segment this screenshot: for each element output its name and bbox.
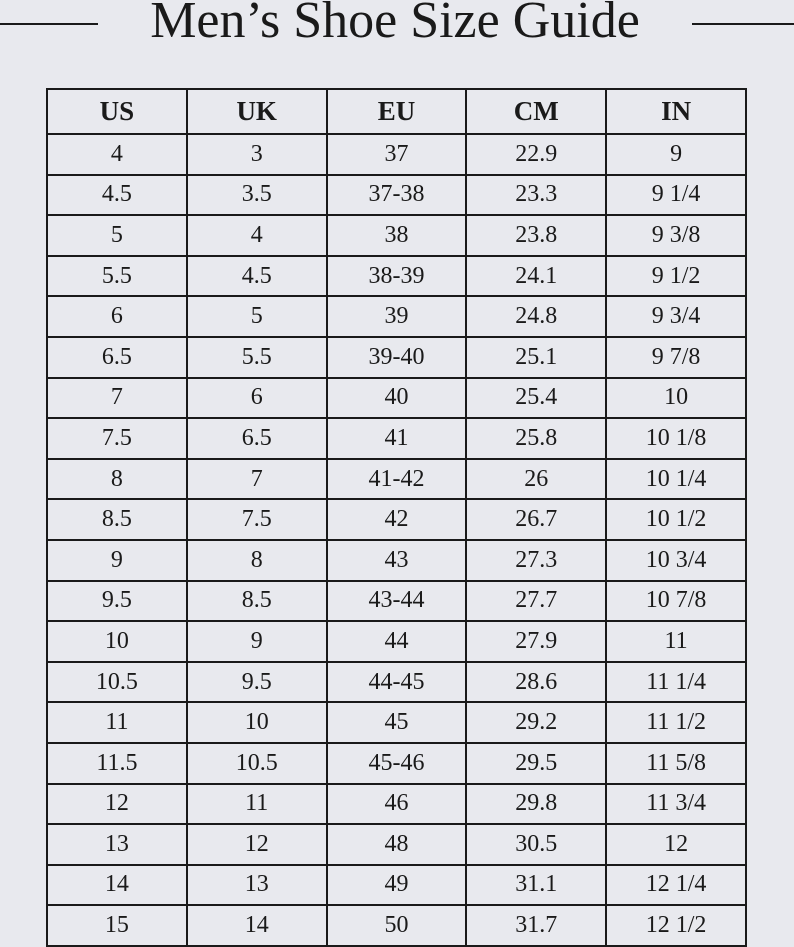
table-cell-us: 7.5: [47, 418, 187, 459]
table-cell-us: 14: [47, 865, 187, 906]
table-cell-us: 11: [47, 702, 187, 743]
table-cell-in: 10: [606, 378, 746, 419]
table-cell-in: 10 1/2: [606, 499, 746, 540]
table-cell-uk: 7: [187, 459, 327, 500]
table-cell-us: 8: [47, 459, 187, 500]
table-cell-uk: 10: [187, 702, 327, 743]
table-row: [47, 296, 746, 337]
table-cell-us: 4.5: [47, 175, 187, 216]
table-cell-uk: 9: [187, 621, 327, 662]
table-cell-in: 10 3/4: [606, 540, 746, 581]
table-cell-us: 6: [47, 296, 187, 337]
table-cell-us: 15: [47, 905, 187, 946]
table-row: [47, 337, 746, 378]
table-cell-in: 10 7/8: [606, 581, 746, 622]
table-cell-us: 8.5: [47, 499, 187, 540]
table-cell-in: 9 3/4: [606, 296, 746, 337]
table-cell-eu: 43-44: [327, 581, 467, 622]
table-cell-cm: 31.7: [466, 905, 606, 946]
table-cell-cm: 28.6: [466, 662, 606, 703]
table-cell-eu: 45-46: [327, 743, 467, 784]
table-cell-eu: 44: [327, 621, 467, 662]
table-cell-cm: 27.3: [466, 540, 606, 581]
table-cell-eu: 37-38: [327, 175, 467, 216]
column-header-in: IN: [606, 89, 746, 134]
table-cell-us: 10: [47, 621, 187, 662]
table-cell-in: 11: [606, 621, 746, 662]
table-cell-uk: 3.5: [187, 175, 327, 216]
table-cell-uk: 3: [187, 134, 327, 175]
table-row: [47, 905, 746, 946]
table-cell-uk: 5.5: [187, 337, 327, 378]
table-cell-cm: 26.7: [466, 499, 606, 540]
table-cell-in: 11 5/8: [606, 743, 746, 784]
table-row: [47, 824, 746, 865]
table-cell-uk: 13: [187, 865, 327, 906]
table-header: [47, 89, 746, 134]
table-row: [47, 459, 746, 500]
table-cell-eu: 40: [327, 378, 467, 419]
table-cell-uk: 14: [187, 905, 327, 946]
table-row: [47, 621, 746, 662]
table-cell-in: 10 1/4: [606, 459, 746, 500]
column-header-uk: UK: [187, 89, 327, 134]
title-row: [0, 0, 794, 50]
table-cell-in: 12 1/4: [606, 865, 746, 906]
table-cell-eu: 38: [327, 215, 467, 256]
table-cell-eu: 45: [327, 702, 467, 743]
table-cell-cm: 27.9: [466, 621, 606, 662]
table-cell-uk: 10.5: [187, 743, 327, 784]
table-cell-uk: 5: [187, 296, 327, 337]
page-title: Men’s Shoe Size Guide: [150, 0, 640, 49]
table-cell-uk: 8.5: [187, 581, 327, 622]
table-cell-uk: 9.5: [187, 662, 327, 703]
table-cell-in: 10 1/8: [606, 418, 746, 459]
table-cell-cm: 24.1: [466, 256, 606, 297]
table-cell-uk: 11: [187, 784, 327, 825]
column-header-eu: EU: [327, 89, 467, 134]
table-cell-in: 9 3/8: [606, 215, 746, 256]
table-cell-in: 12 1/2: [606, 905, 746, 946]
table-cell-in: 11 1/4: [606, 662, 746, 703]
table-cell-cm: 25.4: [466, 378, 606, 419]
table-cell-uk: 4: [187, 215, 327, 256]
table-row: [47, 540, 746, 581]
column-header-us: US: [47, 89, 187, 134]
table-cell-in: 9: [606, 134, 746, 175]
table-cell-cm: 26: [466, 459, 606, 500]
table-cell-us: 13: [47, 824, 187, 865]
table-cell-us: 7: [47, 378, 187, 419]
table-cell-us: 4: [47, 134, 187, 175]
table-row: [47, 175, 746, 216]
table-row: [47, 743, 746, 784]
table-cell-cm: 27.7: [466, 581, 606, 622]
header-row: [47, 89, 746, 134]
table-cell-eu: 42: [327, 499, 467, 540]
table-cell-eu: 39: [327, 296, 467, 337]
table-cell-eu: 44-45: [327, 662, 467, 703]
title-rule-left: [0, 23, 98, 25]
table-cell-cm: 23.3: [466, 175, 606, 216]
table-cell-uk: 7.5: [187, 499, 327, 540]
table-cell-eu: 37: [327, 134, 467, 175]
table-cell-cm: 25.8: [466, 418, 606, 459]
table-cell-uk: 12: [187, 824, 327, 865]
column-header-cm: CM: [466, 89, 606, 134]
size-table: [46, 88, 747, 947]
table-row: [47, 702, 746, 743]
table-row: [47, 418, 746, 459]
table-cell-us: 9: [47, 540, 187, 581]
table-cell-uk: 8: [187, 540, 327, 581]
table-cell-us: 5: [47, 215, 187, 256]
table-cell-eu: 41: [327, 418, 467, 459]
table-cell-eu: 38-39: [327, 256, 467, 297]
table-cell-uk: 6.5: [187, 418, 327, 459]
table-cell-uk: 4.5: [187, 256, 327, 297]
table-body: [47, 134, 746, 946]
table-cell-us: 12: [47, 784, 187, 825]
table-row: [47, 215, 746, 256]
table-row: [47, 581, 746, 622]
table-cell-in: 11 3/4: [606, 784, 746, 825]
table-cell-us: 5.5: [47, 256, 187, 297]
table-cell-cm: 29.8: [466, 784, 606, 825]
table-cell-cm: 29.5: [466, 743, 606, 784]
table-cell-cm: 29.2: [466, 702, 606, 743]
table-cell-in: 11 1/2: [606, 702, 746, 743]
table-row: [47, 134, 746, 175]
table-cell-us: 11.5: [47, 743, 187, 784]
table-cell-eu: 41-42: [327, 459, 467, 500]
table-cell-eu: 48: [327, 824, 467, 865]
table-row: [47, 499, 746, 540]
table-row: [47, 865, 746, 906]
table-row: [47, 378, 746, 419]
table-cell-cm: 30.5: [466, 824, 606, 865]
table-cell-in: 9 1/4: [606, 175, 746, 216]
table-row: [47, 662, 746, 703]
table-cell-eu: 43: [327, 540, 467, 581]
table-cell-eu: 49: [327, 865, 467, 906]
table-cell-eu: 50: [327, 905, 467, 946]
table-row: [47, 784, 746, 825]
table-cell-cm: 25.1: [466, 337, 606, 378]
table-cell-cm: 24.8: [466, 296, 606, 337]
table-cell-us: 6.5: [47, 337, 187, 378]
table-cell-us: 10.5: [47, 662, 187, 703]
table-cell-us: 9.5: [47, 581, 187, 622]
table-cell-in: 12: [606, 824, 746, 865]
table-cell-in: 9 1/2: [606, 256, 746, 297]
table-cell-eu: 39-40: [327, 337, 467, 378]
table-cell-cm: 31.1: [466, 865, 606, 906]
table-cell-uk: 6: [187, 378, 327, 419]
title-rule-right: [692, 23, 794, 25]
table-cell-eu: 46: [327, 784, 467, 825]
table-cell-cm: 23.8: [466, 215, 606, 256]
table-row: [47, 256, 746, 297]
table-cell-cm: 22.9: [466, 134, 606, 175]
table-cell-in: 9 7/8: [606, 337, 746, 378]
